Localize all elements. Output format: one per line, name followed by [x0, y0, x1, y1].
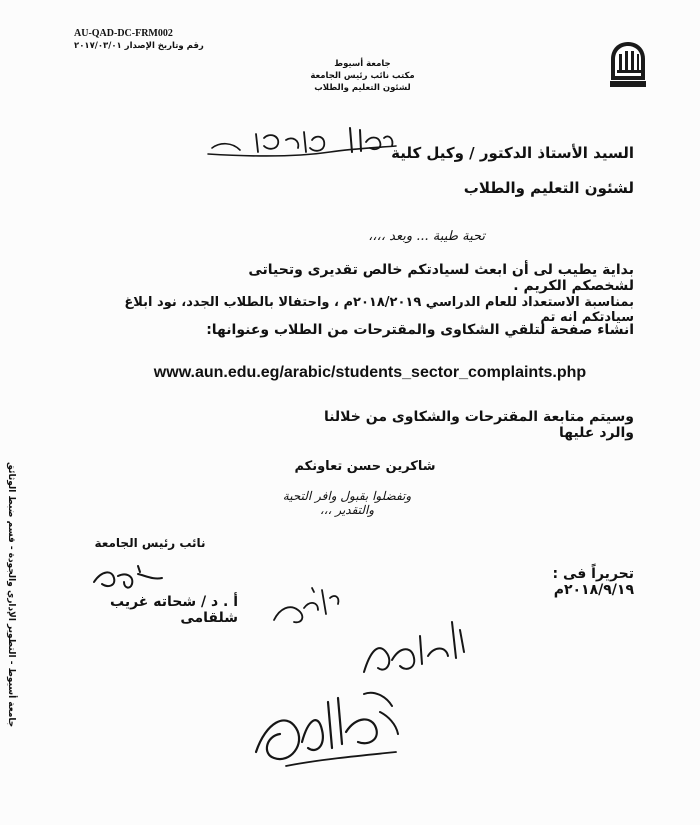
- vp-signature: [88, 558, 168, 594]
- greeting: تحية طيبة ... وبعد ،،،،: [368, 229, 485, 244]
- complaints-url: www.aun.edu.eg/arabic/students_sector_complaints.php: [153, 364, 587, 381]
- handwritten-signature-large: [246, 672, 406, 772]
- handwritten-note-1: [268, 580, 348, 632]
- institution-line-1: جامعة أسيوط: [334, 59, 391, 69]
- signatory-name: أ . د / شحاته غريب شلقامى: [110, 594, 238, 626]
- for-affairs-line: لشئون التعليم والطلاب: [463, 179, 634, 197]
- institution-block: [300, 58, 425, 94]
- institution-line-3: لشئون التعليم والطلاب: [314, 83, 411, 93]
- form-code: AU-QAD-DC-FRM002: [74, 28, 173, 39]
- university-logo: [608, 40, 648, 88]
- regards-line: وتفضلوا بقبول وافر التحية والتقدير ،،،: [282, 489, 412, 517]
- paragraph-3: انشاء صفحة لتلقي الشكاوى والمقترحات من الطلاب وعنوانها:: [206, 322, 634, 338]
- margin-note-text: جامعة أسيوط - التطوير الإداري والجودة - قسم ضبط الوثائق: [6, 462, 16, 728]
- margin-note: [6, 462, 30, 822]
- paragraph-2: بمناسبة الاستعداد للعام الدراسي ٢٠١٨/٢٠١٩م ، واحتفالا بالطلاب الجدد، نود ابلاغ سيادتكم انه تم: [124, 295, 634, 325]
- handwritten-faculty: [200, 118, 405, 166]
- written-date: تحريراً فى : ٢٠١٨/٩/١٩م: [552, 566, 634, 598]
- issue-date: رقم وتاريخ الإصدار ٢٠١٧/٠٣/٠١: [74, 41, 204, 51]
- institution-line-2: مكتب نائب رئيس الجامعة: [310, 71, 415, 81]
- salutation-line: السيد الأستاذ الدكتور / وكيل كلية: [391, 144, 634, 162]
- signatory-title: نائب رئيس الجامعة: [94, 536, 206, 550]
- thanks-line: شاكرين حسن تعاونكم: [294, 459, 436, 474]
- paragraph-1: بداية يطيب لى أن ابعث لسيادتكم خالص تقديرى وتحياتى لشخصكم الكريم .: [248, 262, 634, 294]
- followup-line: وسيتم متابعة المقترحات والشكاوى من خلالنا والرد عليها: [323, 409, 634, 441]
